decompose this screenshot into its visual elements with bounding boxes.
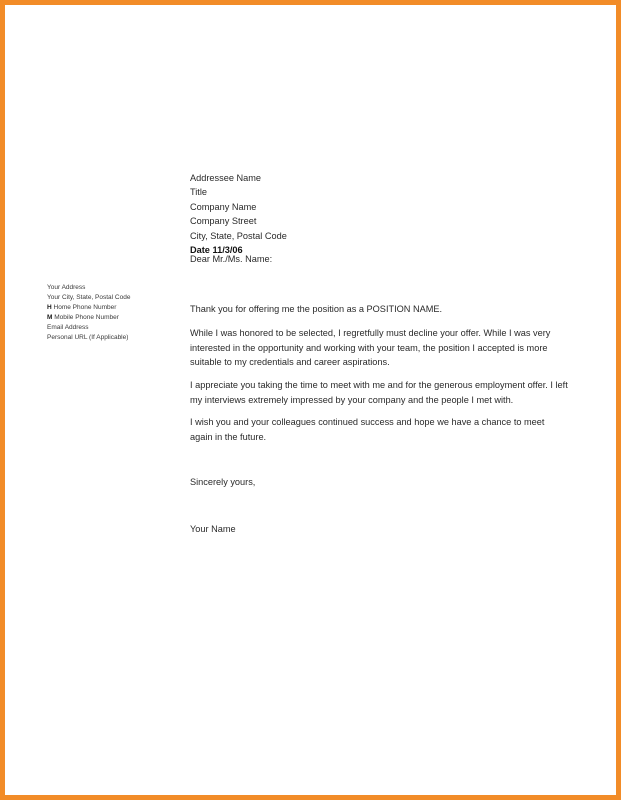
paragraph-3-line: I appreciate you taking the time to meet with me and for the generous employment offer. I left (190, 380, 568, 390)
recipient-name: Addressee Name (190, 173, 261, 183)
recipient-street: Company Street (190, 216, 257, 227)
recipient-company: Company Name (190, 201, 257, 212)
salutation: Dear Mr./Ms. Name: (190, 254, 273, 264)
sender-email: Email Address (47, 324, 89, 331)
recipient-title: Title (190, 187, 208, 198)
paragraph-1-line: Thank you for offering me the position as a POSITION NAME. (190, 304, 443, 314)
mobile-phone-prefix: M (47, 314, 53, 321)
signature-name: Your Name (190, 524, 236, 534)
home-phone-prefix: H (47, 304, 52, 311)
home-phone-text: Home Phone Number (53, 304, 117, 311)
paragraph-2-line: suitable to my credentials and career aspirations. (190, 357, 390, 368)
sender-mobile-phone (47, 313, 167, 323)
paragraph-2-line: While I was honored to be selected, I regretfully must decline your offer. While I was very (190, 328, 551, 338)
mobile-phone-text: Mobile Phone Number (54, 314, 119, 321)
paragraph-2 (190, 326, 550, 370)
sender-address: Your Address (47, 284, 86, 291)
sender-home-phone (47, 303, 167, 313)
paragraph-2-line: interested in the opportunity and working with your team, the position I accepted is more (190, 342, 548, 353)
recipient-city-line: City, State, Postal Code (190, 230, 287, 241)
paragraph-4-line: I wish you and your colleagues continued success and hope we have a chance to meet (190, 417, 545, 427)
sender-city-line: Your City, State, Postal Code (47, 294, 131, 301)
date-label: Date (190, 245, 210, 256)
closing: Sincerely yours, (190, 477, 256, 487)
paragraph-3 (190, 378, 568, 407)
date-value: 11/3/06 (212, 245, 243, 256)
paragraph-1 (190, 302, 550, 317)
paragraph-3-line: my interviews extremely impressed by your company and the people I met with. (190, 394, 514, 405)
paragraph-4 (190, 415, 550, 444)
paragraph-4-line: again in the future. (190, 431, 267, 442)
sender-url: Personal URL (If Applicable) (47, 334, 129, 341)
sender-contact-block (47, 283, 167, 343)
recipient-block (190, 171, 550, 257)
